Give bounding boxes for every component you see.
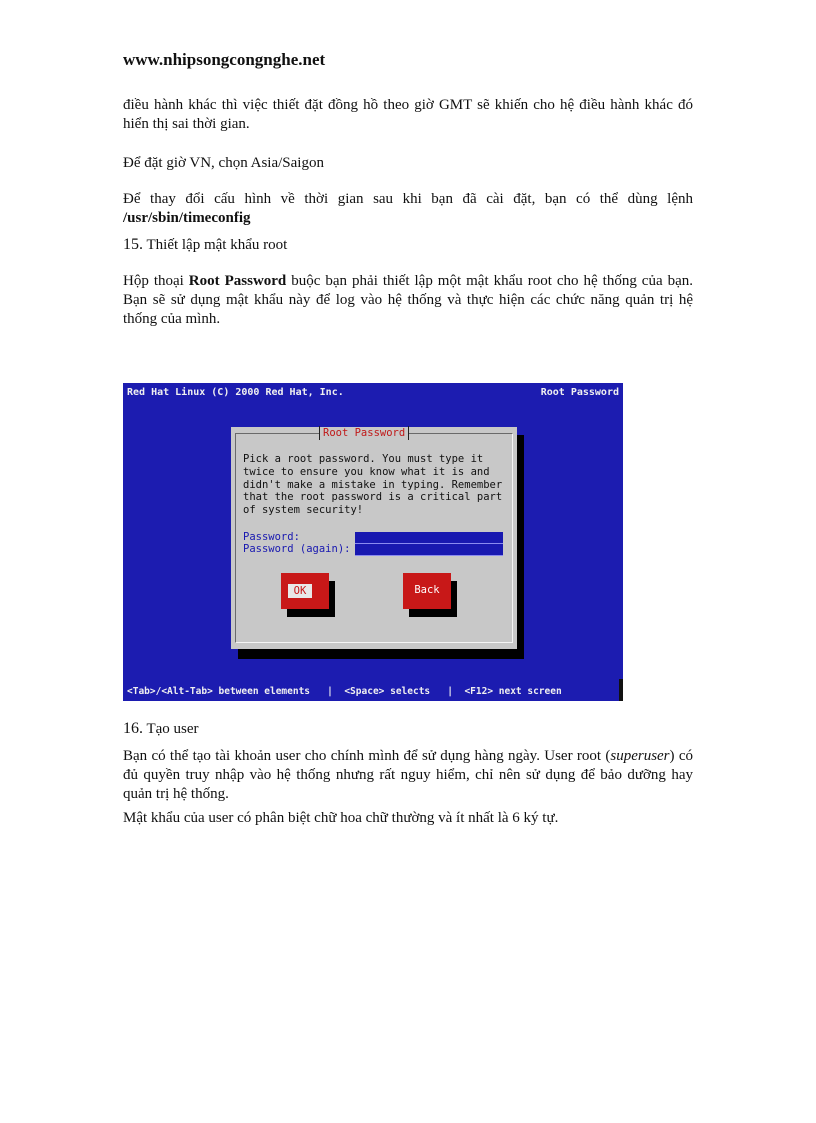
dialog-message: Pick a root password. You must type it twice to ensure you know what it is and didn't make a mistake in typing. Remember that the root password is a critical part of system security! [243, 453, 503, 517]
dialog-title: Root Password [319, 427, 409, 439]
installer-top-bar [123, 387, 623, 401]
section-15-title: Thiết lập mật khẩu root [146, 237, 288, 253]
password-input[interactable] [355, 532, 503, 544]
paragraph-saigon: Để đặt giờ VN, chọn Asia/Saigon [123, 155, 324, 171]
root-password-dialog [231, 427, 517, 649]
create-user-text-after: ) có đủ quyền truy nhập vào hệ thống nhưng rất nguy hiểm, chỉ nên sử dụng để bảo dưỡng hay quản trị hệ thống. [123, 748, 693, 802]
back-button[interactable] [403, 573, 451, 609]
paragraph-timeconfig [123, 190, 693, 228]
back-button-label: Back [414, 584, 440, 596]
paragraph-gmt: điều hành khác thì việc thiết đặt đồng hồ theo giờ GMT sẽ khiến cho hệ điều hành khác đó hiển thị sai thời gian. [123, 97, 693, 132]
root-password-screenshot [123, 383, 623, 701]
installer-help-bar: <Tab>/<Alt-Tab> between elements | <Space> selects | <F12> next screen [127, 686, 562, 697]
create-user-text-before: Bạn có thể tạo tài khoản user cho chính mình để sử dụng hàng ngày. User root ( [123, 748, 611, 764]
timeconfig-text: Để thay đổi cấu hình về thời gian sau khi bạn đã cài đặt, bạn có thể dùng lệnh [123, 191, 693, 207]
ok-button-label: OK [287, 583, 313, 599]
section-15-heading [123, 236, 287, 254]
root-password-text-before: Hộp thoại [123, 273, 189, 289]
paragraph-password-rules: Mật khẩu của user có phân biệt chữ hoa chữ thường và ít nhất là 6 ký tự. [123, 810, 559, 826]
section-15-number: 15. [123, 236, 143, 253]
section-16-title: Tạo user [146, 721, 199, 737]
create-user-italic: superuser [610, 748, 670, 764]
screen-edge [619, 679, 623, 701]
password-again-label: Password (again): [243, 543, 351, 555]
section-16-number: 16. [123, 720, 143, 737]
password-again-input[interactable] [355, 544, 503, 556]
installer-copyright: Red Hat Linux (C) 2000 Red Hat, Inc. [127, 387, 344, 398]
root-password-text-after: buộc bạn phải thiết lập một mật khẩu root cho hệ thống của bạn. Bạn sẽ sử dụng mật khẩu này để log vào hệ thống và thực hiện các chức năng quản trị hệ thống của mình. [123, 273, 694, 327]
site-header: www.nhipsongcongnghe.net [123, 50, 326, 69]
timeconfig-command: /usr/sbin/timeconfig [123, 210, 251, 226]
ok-button[interactable] [281, 573, 329, 609]
root-password-bold: Root Password [188, 273, 287, 289]
paragraph-root-password [123, 272, 693, 329]
password-label: Password: [243, 531, 300, 543]
installer-screen-name: Root Password [540, 387, 619, 398]
paragraph-create-user [123, 747, 693, 804]
section-16-heading [123, 720, 199, 738]
